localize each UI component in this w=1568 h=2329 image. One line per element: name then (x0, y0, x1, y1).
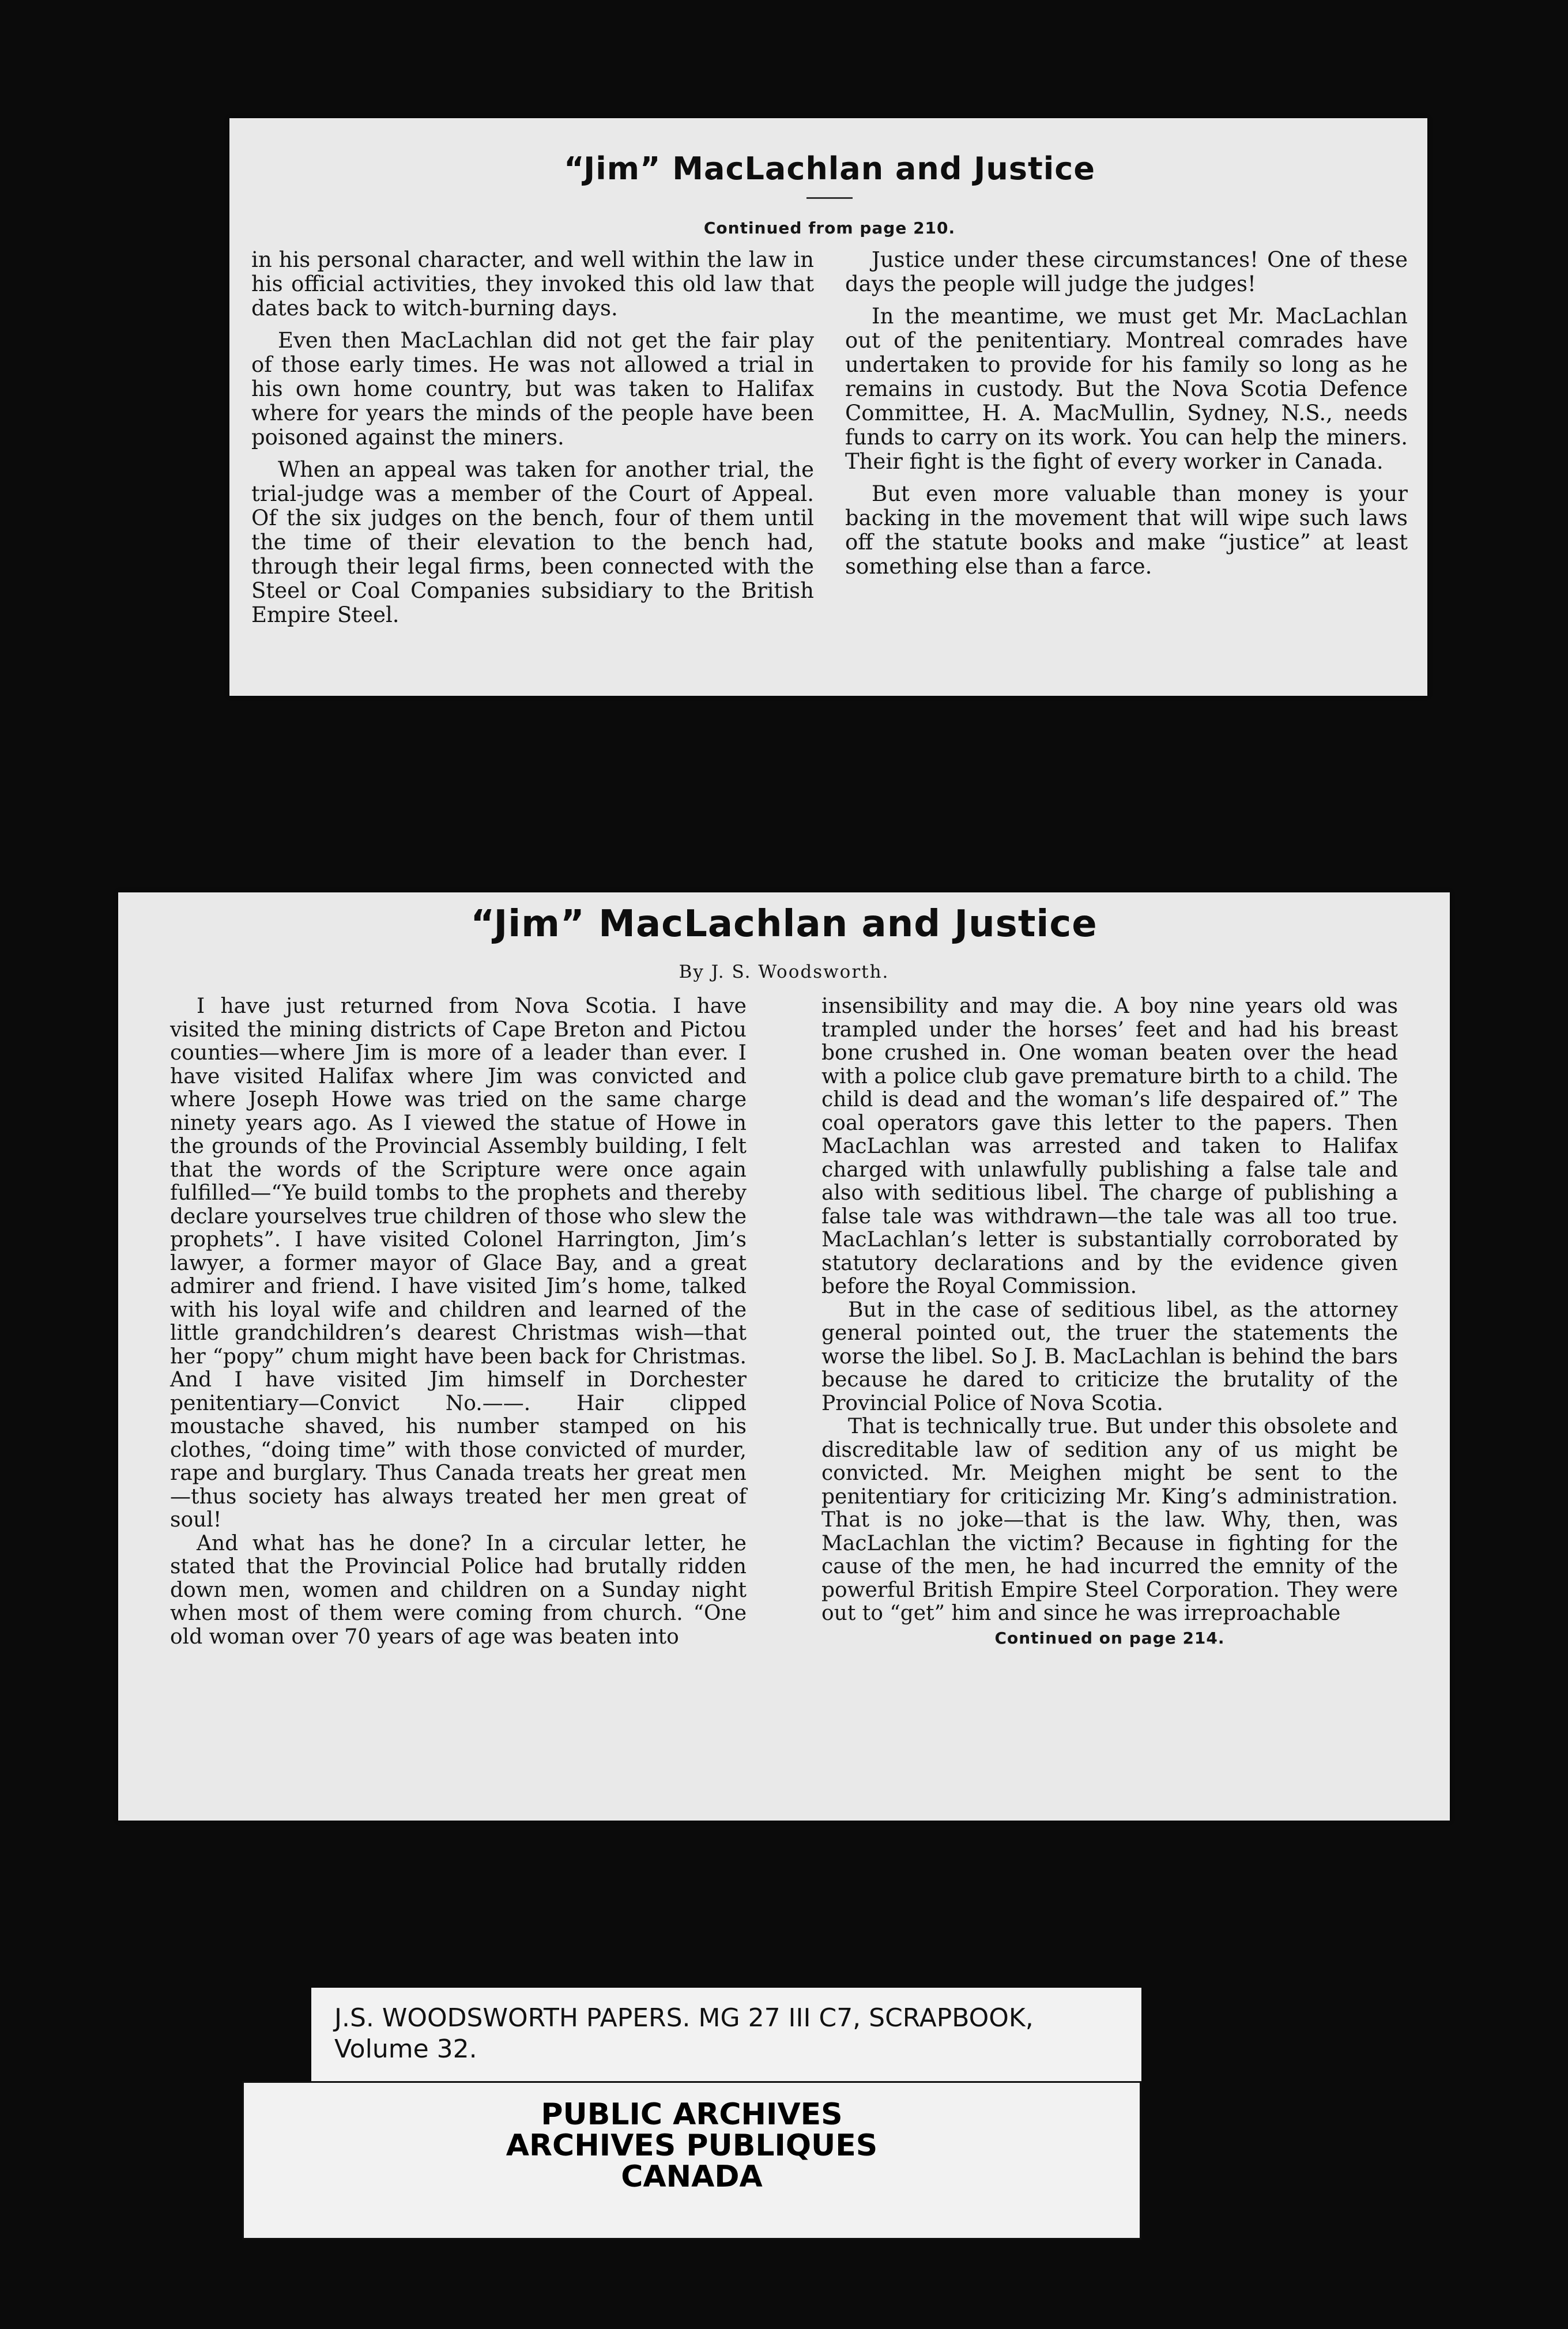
continued-on-note: Continued on page 214. (994, 1628, 1225, 1648)
reference-line: Volume 32. (334, 2034, 477, 2064)
clipping-title: “Jim” MacLachlan and Justice (564, 150, 1095, 187)
title-rule (806, 197, 853, 199)
paragraph: But even more valuable than money is your backing in the movement that will wipe such laws off the statute books and make “justice” at least something else than a farce. (845, 481, 1408, 579)
paragraph: Even then MacLachlan did not get the fair play of those early times. He was not allowed a trial in his own home country, but was taken to Halifax where for years the minds of the people have been poisoned against the miners. (251, 328, 814, 450)
byline: By J. S. Woodsworth. (679, 962, 889, 982)
stamp-line: PUBLIC ARCHIVES (541, 2097, 843, 2132)
right-column (845, 248, 1408, 635)
paragraph: I have just returned from Nova Scotia. I have visited the mining districts of Cape Breton and Pictou counties—where Jim is more of a leader than ever. I have visited Halifax where Jim was convicted and where Joseph Howe was tried on the same charge ninety years ago. As I viewed the statue of Howe in the grounds of the Provincial Assembly building, I felt that the words of the Scripture were once again fulfilled—“Ye build tombs to the prophets and thereby declare yourselves true children of those who slew the prophets”. I have visited Colonel Harrington, Jim’s lawyer, a former mayor of Glace Bay, and a great admirer and friend. I have visited Jim’s home, talked with his loyal wife and children and learned of the little grandchildren’s dearest Christmas wish—that her “popy” chum might have been back for Christmas. And I have visited Jim himself in Dorchester penitentiary—Convict No.——. Hair clipped moustache shaved, his number stamped on his clothes, “doing time” with those convicted of murder, rape and burglary. Thus Canada treats her great men—thus society has always treated her men great of soul! (170, 994, 747, 1532)
paragraph: And what has he done? In a circular letter, he stated that the Provincial Police had brutally ridden down men, women and children on a Sunday night when most of them were coming from church. “One old woman over 70 years of age was beaten into (170, 1531, 747, 1649)
left-column (170, 995, 747, 1650)
paragraph: That is technically true. But under this obsolete and discreditable law of sedition any of us might be convicted. Mr. Meighen might be sent to the penitentiary for criticizing Mr. King’s administration. That is no joke—that is the law. Why, then, was MacLachlan the victim? Because in fighting for the cause of the men, he had incurred the emnity of the powerful British Empire Steel Corporation. They were out to “get” him and since he was irreproachable (821, 1415, 1398, 1625)
stamp-line: ARCHIVES PUBLIQUES (506, 2128, 878, 2163)
paragraph: in his personal character, and well within the law in his official activities, they invoked this old law that dates back to witch-burning days. (251, 247, 814, 321)
right-column (821, 995, 1398, 1650)
clipping-continuation (229, 118, 1427, 696)
paragraph: insensibility and may die. A boy nine years old was trampled under the horses’ feet and had his breast bone crushed in. One woman beaten over the head with a police club gave premature birth to a child. The child is dead and the woman’s life despaired of.” The coal operators gave this letter to the papers. Then MacLachlan was arrested and taken to Halifax charged with unlawfully publishing a false tale and also with seditious libel. The charge of publishing a false tale was withdrawn—the tale was all too true. MacLachlan’s letter is substantially corroborated by statutory declarations and by the evidence given before the Royal Commission. (821, 994, 1398, 1298)
article-title: “Jim” MacLachlan and Justice (470, 903, 1098, 945)
left-column (251, 248, 814, 635)
continued-from-note: Continued from page 210. (703, 218, 956, 238)
reference-line: J.S. WOODSWORTH PAPERS. MG 27 III C7, SCRAPBOOK, (334, 2003, 1034, 2033)
clipping-article (118, 892, 1450, 1821)
paragraph: In the meantime, we must get Mr. MacLachlan out of the penitentiary. Montreal comrades have undertaken to provide for his family so long as he remains in custody. But the Nova Scotia Defence Committee, H. A. MacMullin, Sydney, N.S., needs funds to carry on its work. You can help the miners. Their fight is the fight of every worker in Canada. (845, 304, 1408, 474)
archive-stamp (242, 2081, 1141, 2240)
paragraph: Justice under these circumstances! One of these days the people will judge the judges! (845, 247, 1408, 296)
stamp-line: CANADA (621, 2160, 763, 2194)
paragraph: But in the case of seditious libel, as the attorney general pointed out, the truer the statements the worse the libel. So J. B. MacLachlan is behind the bars because he dared to criticize the brutality of the Provincial Police of Nova Scotia. (821, 1298, 1398, 1415)
paragraph: When an appeal was taken for another trial, the trial-judge was a member of the Court of Appeal. Of the six judges on the bench, four of them until the time of their elevation to the bench had, through their legal firms, been connected with the Steel or Coal Companies subsidiary to the British Empire Steel. (251, 457, 814, 627)
